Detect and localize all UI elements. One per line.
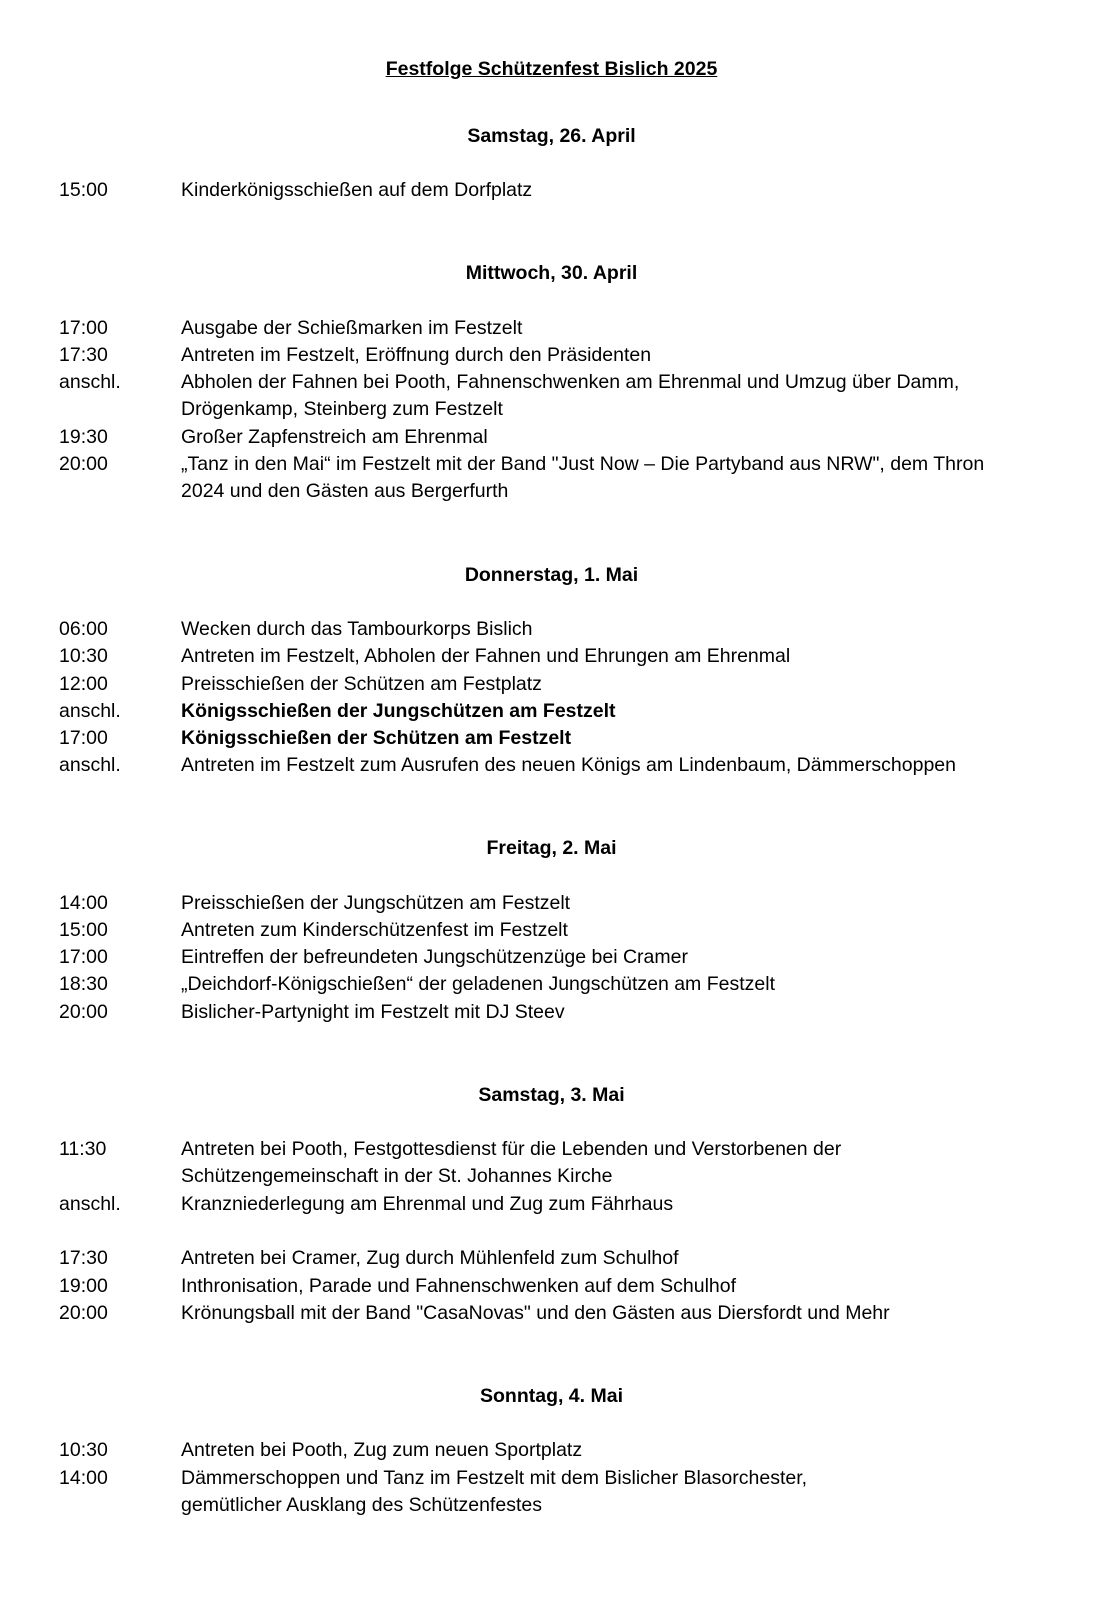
entry-text-line: Abholen der Fahnen bei Pooth, Fahnenschwenken am Ehrenmal und Umzug über Damm, [181, 371, 960, 393]
entry-text: Ausgabe der Schießmarken im Festzelt [181, 317, 523, 339]
entry-time: 10:30 [59, 1439, 108, 1461]
entry-text [181, 1136, 1061, 1191]
entry-time: 12:00 [59, 673, 108, 695]
entry-time: 06:00 [59, 618, 108, 640]
entry-text-line: gemütlicher Ausklang des Schützenfestes [181, 1494, 542, 1517]
entry-text [181, 1465, 1061, 1520]
entry-text: Eintreffen der befreundeten Jungschützenzüge bei Cramer [181, 946, 688, 968]
entry-time: 18:30 [59, 973, 108, 995]
day-heading: Freitag, 2. Mai [486, 837, 617, 859]
document-title: Festfolge Schützenfest Bislich 2025 [385, 58, 718, 80]
entry-text: Kinderkönigsschießen auf dem Dorfplatz [181, 179, 533, 201]
entry-text: Preisschießen der Schützen am Festplatz [181, 673, 542, 695]
entry-text: Antreten bei Cramer, Zug durch Mühlenfeld zum Schulhof [181, 1247, 679, 1269]
entry-time: 19:30 [59, 426, 108, 448]
entry-text [181, 451, 1061, 506]
day-heading: Donnerstag, 1. Mai [464, 564, 639, 586]
entry-time: 15:00 [59, 179, 108, 201]
entry-time: 20:00 [59, 1001, 108, 1023]
entry-time: 20:00 [59, 1302, 108, 1324]
entry-time: 19:00 [59, 1275, 108, 1297]
entry-text: Wecken durch das Tambourkorps Bislich [181, 618, 533, 640]
entry-text: Antreten zum Kinderschützenfest im Festzelt [181, 919, 568, 941]
entry-text: Bislicher-Partynight im Festzelt mit DJ Steev [181, 1001, 565, 1023]
day-heading: Sonntag, 4. Mai [479, 1385, 623, 1407]
entry-time: 17:00 [59, 317, 108, 339]
entry-text-line: 2024 und den Gästen aus Bergerfurth [181, 480, 509, 503]
entry-time: 14:00 [59, 892, 108, 914]
entry-time: 10:30 [59, 645, 108, 667]
entry-text: Großer Zapfenstreich am Ehrenmal [181, 426, 488, 448]
day-heading: Mittwoch, 30. April [465, 262, 638, 284]
entry-text: Antreten im Festzelt, Eröffnung durch den Präsidenten [181, 344, 652, 366]
entry-time: 15:00 [59, 919, 108, 941]
entry-time: anschl. [59, 754, 121, 776]
entry-text: „Deichdorf-Königschießen“ der geladenen Jungschützen am Festzelt [181, 973, 775, 995]
entry-text: Antreten im Festzelt, Abholen der Fahnen und Ehrungen am Ehrenmal [181, 645, 791, 667]
day-heading: Samstag, 26. April [467, 125, 636, 147]
entry-text-line: „Tanz in den Mai“ im Festzelt mit der Band "Just Now – Die Partyband aus NRW", dem Thron [181, 453, 985, 475]
entry-text-line: Drögenkamp, Steinberg zum Festzelt [181, 398, 503, 421]
entry-text: Antreten bei Pooth, Zug zum neuen Sportplatz [181, 1439, 583, 1461]
entry-text: Königsschießen der Jungschützen am Festzelt [181, 700, 616, 722]
entry-text-line: Antreten bei Pooth, Festgottesdienst für die Lebenden und Verstorbenen der [181, 1138, 842, 1160]
entry-time: anschl. [59, 700, 121, 722]
entry-text [181, 369, 1061, 424]
entry-time: 14:00 [59, 1467, 108, 1489]
day-heading: Samstag, 3. Mai [478, 1084, 625, 1106]
entry-time: 17:00 [59, 727, 108, 749]
entry-text-line: Dämmerschoppen und Tanz im Festzelt mit dem Bislicher Blasorchester, [181, 1467, 808, 1489]
entry-text-line: Schützengemeinschaft in der St. Johannes Kirche [181, 1165, 613, 1188]
entry-time: 11:30 [59, 1138, 107, 1160]
entry-time: 17:30 [59, 1247, 108, 1269]
entry-text: Antreten im Festzelt zum Ausrufen des neuen Königs am Lindenbaum, Dämmerschoppen [181, 754, 957, 776]
entry-time: anschl. [59, 371, 121, 393]
entry-text: Kranzniederlegung am Ehrenmal und Zug zum Fährhaus [181, 1193, 674, 1215]
entry-text: Inthronisation, Parade und Fahnenschwenken auf dem Schulhof [181, 1275, 737, 1297]
entry-text: Preisschießen der Jungschützen am Festzelt [181, 892, 571, 914]
entry-text: Krönungsball mit der Band "CasaNovas" und den Gästen aus Diersfordt und Mehr [181, 1302, 890, 1324]
entry-time: 20:00 [59, 453, 108, 475]
entry-time: 17:30 [59, 344, 108, 366]
entry-time: anschl. [59, 1193, 121, 1215]
entry-time: 17:00 [59, 946, 108, 968]
entry-text: Königsschießen der Schützen am Festzelt [181, 727, 572, 749]
